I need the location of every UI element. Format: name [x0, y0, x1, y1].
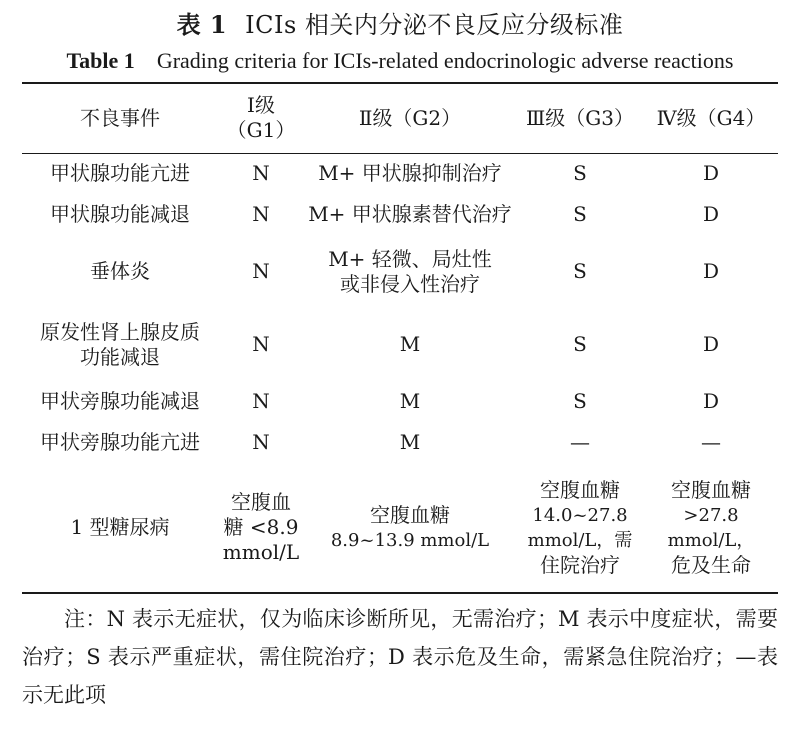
cell-g3: S	[573, 259, 587, 283]
cell-g3: S	[573, 389, 587, 413]
cell-event: 1 型糖尿病	[70, 515, 170, 539]
table-row	[22, 463, 778, 593]
table-row	[22, 235, 778, 308]
cell-event	[22, 308, 218, 381]
grading-criteria-table	[22, 82, 778, 594]
cell-g3-line3: mmol/L，需	[527, 529, 633, 551]
table-number-chinese: 表 1	[176, 10, 228, 39]
table-title-english	[22, 44, 778, 78]
cell-g1	[218, 463, 304, 593]
cell-g3	[516, 463, 644, 593]
cell-g1-line3: mmol/L	[222, 540, 300, 564]
table-title-chinese-text: ICIs 相关内分泌不良反应分级标准	[245, 11, 624, 39]
table-title-english-text: Grading criteria for ICIs-related endocrinologic adverse reactions	[156, 48, 734, 73]
cell-g2: M	[399, 430, 421, 454]
cell-g2-line2: 或非侵入性治疗	[340, 271, 480, 296]
cell-g4: D	[702, 259, 720, 283]
cell-g1: N	[252, 430, 270, 454]
table-title-chinese	[22, 8, 778, 42]
cell-event: 甲状旁腺功能减退	[40, 389, 200, 413]
cell-g1-line2: 糖 <8.9	[223, 515, 299, 539]
cell-g1: N	[252, 202, 270, 226]
cell-g4	[644, 463, 778, 593]
header-grade-3: Ⅲ级（G3）	[516, 83, 644, 153]
cell-g3: —	[570, 430, 590, 454]
cell-g3: S	[573, 202, 587, 226]
cell-event-line1: 原发性肾上腺皮质	[40, 319, 200, 344]
cell-g2: M	[399, 389, 421, 413]
cell-g4-line3: 危及生命	[671, 552, 751, 577]
cell-g4: D	[702, 202, 720, 226]
table-row	[22, 194, 778, 235]
cell-g4: D	[702, 332, 720, 356]
table-row	[22, 381, 778, 422]
cell-event: 垂体炎	[90, 259, 150, 283]
cell-g4-line2: >27.8 mmol/L，	[667, 504, 755, 551]
header-grade-4: Ⅳ级（G4）	[644, 83, 778, 153]
cell-g1: N	[252, 161, 270, 186]
cell-g2-line2: 8.9~13.9 mmol/L	[330, 529, 490, 551]
header-grade-2: Ⅱ级（G2）	[304, 83, 516, 153]
cell-g3-line1: 空腹血糖	[540, 477, 620, 502]
cell-g2: M	[399, 332, 421, 356]
table-footnote: 注：N 表示无症状，仅为临床诊断所见，无需治疗；M 表示中度症状，需要治疗；S 表示严重症状，需住院治疗；D 表示危及生命，需紧急住院治疗；—表示无此项	[22, 607, 778, 707]
document-page	[0, 8, 800, 750]
cell-g3: S	[573, 332, 587, 356]
cell-g1: N	[252, 259, 270, 283]
cell-g4: —	[701, 430, 721, 454]
cell-g3: S	[573, 161, 587, 186]
cell-g2-line1: 空腹血糖	[370, 502, 450, 527]
table-row	[22, 153, 778, 194]
cell-g1: N	[252, 332, 270, 356]
table-header-row	[22, 83, 778, 153]
cell-g1-line1: 空腹血	[231, 490, 291, 514]
cell-event-line2: 功能减退	[80, 344, 160, 369]
cell-g4-line1: 空腹血糖	[671, 477, 751, 502]
cell-g2	[304, 235, 516, 308]
cell-g2-line1: M+ 轻微、局灶性	[328, 246, 492, 271]
cell-g2: M+ 甲状腺素替代治疗	[308, 202, 512, 226]
cell-event: 甲状旁腺功能亢进	[40, 430, 200, 454]
header-grade-1-line1: Ⅰ级	[247, 93, 275, 118]
table-number-english: Table 1	[66, 48, 135, 73]
cell-event: 甲状腺功能亢进	[50, 161, 190, 186]
table-row	[22, 422, 778, 463]
cell-g2: M+ 甲状腺抑制治疗	[318, 161, 502, 186]
cell-g4: D	[702, 161, 720, 186]
cell-g4: D	[702, 389, 720, 413]
header-adverse-event: 不良事件	[22, 83, 218, 153]
cell-g2	[304, 463, 516, 593]
header-grade-1-line2: （G1）	[226, 118, 296, 143]
cell-g3-line2: 14.0~27.8	[532, 504, 628, 526]
cell-event: 甲状腺功能减退	[50, 202, 190, 226]
table-row	[22, 308, 778, 381]
header-grade-1	[218, 83, 304, 153]
cell-g1: N	[252, 389, 270, 413]
cell-g3-line4: 住院治疗	[540, 552, 620, 577]
